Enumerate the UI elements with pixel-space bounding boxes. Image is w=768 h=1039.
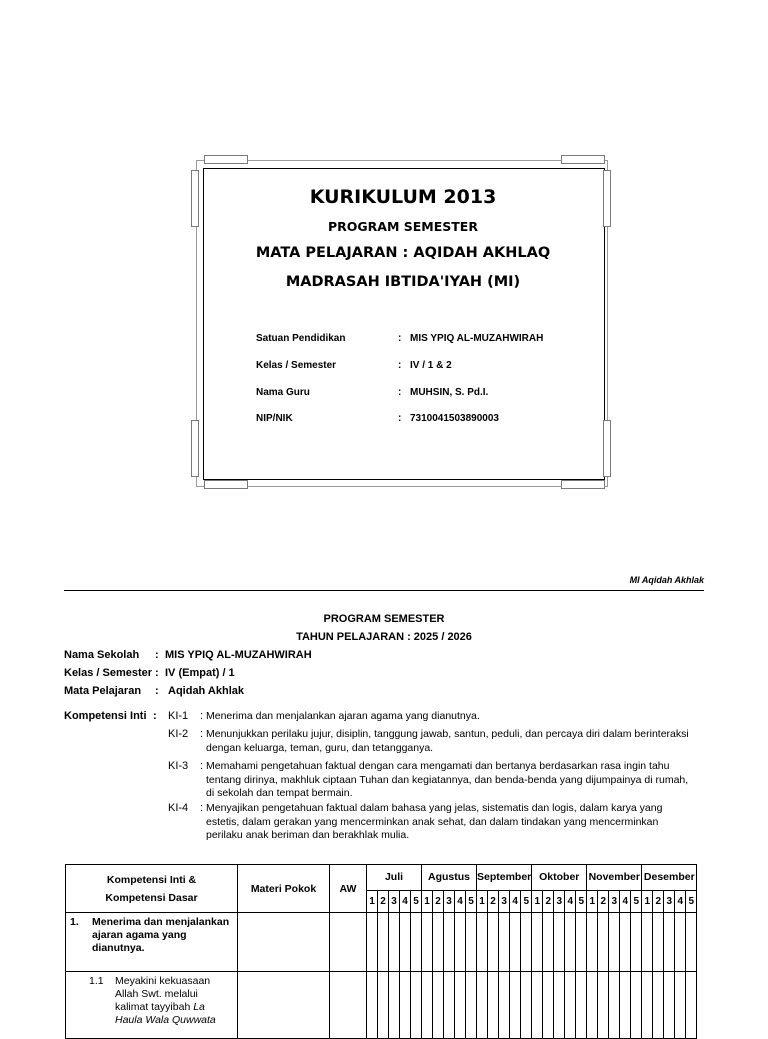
week-number: 3	[554, 890, 565, 912]
schedule-cell	[433, 972, 444, 1039]
schedule-cell	[554, 972, 565, 1039]
schedule-cell	[521, 972, 532, 1039]
week-number: 5	[686, 890, 697, 912]
week-number: 3	[664, 890, 675, 912]
week-number: 2	[598, 890, 609, 912]
cover-field-value: 7310041503890003	[410, 413, 499, 424]
ki-item	[168, 710, 698, 724]
ki-colon: :	[200, 710, 204, 722]
schedule-cell	[411, 972, 422, 1039]
schedule-cell	[367, 972, 378, 1039]
week-number: 1	[532, 890, 543, 912]
schedule-cell	[686, 913, 697, 972]
week-number: 5	[631, 890, 642, 912]
cover-field-label: Nama Guru	[256, 387, 310, 398]
schedule-cell	[466, 972, 477, 1039]
schedule-cell	[598, 972, 609, 1039]
schedule-cell	[510, 972, 521, 1039]
kd-cell	[66, 913, 238, 972]
cover-field-colon: :	[398, 360, 402, 371]
ki-colon: :	[200, 802, 204, 814]
schedule-cell	[598, 913, 609, 972]
ki-item	[168, 802, 698, 842]
cover-field-colon: :	[398, 413, 402, 424]
schedule-cell	[510, 913, 521, 972]
schedule-cell	[400, 913, 411, 972]
ki-heading	[64, 710, 157, 722]
schedule-cell	[422, 913, 433, 972]
schedule-cell	[378, 972, 389, 1039]
schedule-cell	[642, 972, 653, 1039]
schedule-cell	[477, 913, 488, 972]
schedule-cell	[609, 972, 620, 1039]
week-number: 4	[400, 890, 411, 912]
kd-text-plain: Meyakini kekuasaan Allah Swt. melalui kalimat tayyibah	[115, 975, 211, 1013]
schedule-cell	[675, 972, 686, 1039]
cover-field-colon: :	[398, 333, 402, 344]
schedule-cell	[400, 972, 411, 1039]
schedule-cell	[565, 913, 576, 972]
frame-corner-tab	[561, 155, 605, 164]
info-row	[64, 667, 464, 681]
schedule-cell	[587, 972, 598, 1039]
month-header: Agustus	[422, 865, 477, 891]
schedule-cell	[686, 972, 697, 1039]
week-number: 4	[510, 890, 521, 912]
schedule-cell	[455, 913, 466, 972]
cover-field-value: MUHSIN, S. Pd.I.	[410, 387, 489, 398]
info-colon: :	[155, 667, 159, 679]
week-number: 1	[587, 890, 598, 912]
week-number: 4	[565, 890, 576, 912]
schedule-cell	[543, 913, 554, 972]
frame-corner-tab	[204, 155, 248, 164]
schedule-cell	[576, 972, 587, 1039]
ki-code: KI-4	[168, 802, 189, 814]
week-number: 1	[367, 890, 378, 912]
week-number: 2	[378, 890, 389, 912]
kd-number: 1.1	[89, 975, 104, 987]
schedule-cell	[664, 913, 675, 972]
schedule-cell	[477, 972, 488, 1039]
week-number: 2	[653, 890, 664, 912]
schedule-cell	[576, 913, 587, 972]
frame-corner-tab	[191, 420, 199, 477]
ki-heading-label: Kompetensi Inti	[64, 710, 147, 722]
schedule-cell	[532, 913, 543, 972]
schedule-cell	[631, 972, 642, 1039]
week-number: 3	[609, 890, 620, 912]
table-row	[66, 913, 697, 972]
schedule-cell	[620, 972, 631, 1039]
col-aw: AW	[330, 865, 367, 913]
info-value: MIS YPIQ AL-MUZAHWIRAH	[165, 649, 312, 661]
cover-field-label: NIP/NIK	[256, 413, 293, 424]
kd-cell	[66, 972, 238, 1039]
table-row	[66, 972, 697, 1039]
week-number: 5	[466, 890, 477, 912]
month-header: Juli	[367, 865, 422, 891]
info-value: Aqidah Akhlak	[168, 685, 244, 697]
week-number: 5	[576, 890, 587, 912]
aw-cell	[330, 913, 367, 972]
ki-text: Menerima dan menjalankan ajaran agama yang dianutnya.	[206, 710, 480, 722]
schedule-cell	[367, 913, 378, 972]
schedule-cell	[653, 913, 664, 972]
schedule-cell	[609, 913, 620, 972]
frame-corner-tab	[204, 480, 248, 489]
week-number: 5	[521, 890, 532, 912]
schedule-cell	[675, 913, 686, 972]
cover-frame-inner	[203, 168, 605, 480]
schedule-cell	[433, 913, 444, 972]
materi-cell	[238, 913, 330, 972]
program-semester-table	[65, 864, 697, 1039]
week-number: 1	[642, 890, 653, 912]
ki-code: KI-2	[168, 728, 189, 740]
week-number: 3	[499, 890, 510, 912]
schedule-cell	[488, 913, 499, 972]
cover-school-type: MADRASAH IBTIDA'IYAH (MI)	[285, 274, 521, 290]
info-value: IV (Empat) / 1	[165, 667, 235, 679]
schedule-cell	[642, 913, 653, 972]
week-number: 4	[620, 890, 631, 912]
schedule-cell	[411, 913, 422, 972]
cover-field-label: Satuan Pendidikan	[256, 333, 346, 344]
schedule-cell	[620, 913, 631, 972]
kd-text: Menerima dan menjalankan ajaran agama yang dianutnya.	[92, 916, 230, 954]
aw-cell	[330, 972, 367, 1039]
col-ki-kd	[66, 865, 238, 913]
ki-item	[168, 760, 698, 800]
week-number: 5	[411, 890, 422, 912]
info-label: Mata Pelajaran	[64, 685, 142, 697]
running-header: MI Aqidah Akhlak	[629, 575, 704, 585]
cover-field-value: IV / 1 & 2	[410, 360, 452, 371]
info-row	[64, 649, 464, 663]
info-label: Nama Sekolah	[64, 649, 140, 661]
schedule-cell	[455, 972, 466, 1039]
info-colon: :	[155, 649, 159, 661]
month-header: September	[477, 865, 532, 891]
schedule-cell	[389, 913, 400, 972]
month-header: November	[587, 865, 642, 891]
materi-cell	[238, 972, 330, 1039]
schedule-cell	[499, 972, 510, 1039]
schedule-cell	[587, 913, 598, 972]
schedule-cell	[554, 913, 565, 972]
frame-corner-tab	[191, 170, 199, 227]
cover-subject: MATA PELAJARAN : AQIDAH AKHLAQ	[255, 245, 551, 261]
schedule-cell	[631, 913, 642, 972]
week-number: 2	[433, 890, 444, 912]
ki-text: Menyajikan pengetahuan faktual dalam bahasa yang jelas, sistematis dan logis, dalam karya yang estetis, dalam gerakan yang mencerminkan anak sehat, dan dalam tindakan yang mencerminkan perilaku anak beriman dan berakhlak mulia.	[206, 802, 663, 841]
schedule-cell	[488, 972, 499, 1039]
col-ki-kd-line1: Kompetensi Inti &	[106, 873, 197, 886]
cover-field-value: MIS YPIQ AL-MUZAHWIRAH	[410, 333, 544, 344]
header-rule	[64, 590, 704, 591]
schedule-cell	[664, 972, 675, 1039]
info-colon: :	[155, 685, 159, 697]
cover-field-colon: :	[398, 387, 402, 398]
frame-corner-tab	[603, 420, 611, 477]
week-number: 1	[477, 890, 488, 912]
week-number: 2	[488, 890, 499, 912]
schedule-cell	[521, 913, 532, 972]
schedule-cell	[466, 913, 477, 972]
week-number: 1	[422, 890, 433, 912]
cover-field-label: Kelas / Semester	[256, 360, 337, 371]
kd-text-italic: La Haula Wala Quwwata	[115, 1001, 216, 1026]
kd-text	[115, 975, 225, 1027]
month-header: Oktober	[532, 865, 587, 891]
week-number: 3	[389, 890, 400, 912]
ki-colon: :	[200, 728, 204, 740]
cover-title: KURIKULUM 2013	[309, 186, 497, 208]
week-number: 4	[675, 890, 686, 912]
info-label: Kelas / Semester	[64, 667, 153, 679]
schedule-cell	[565, 972, 576, 1039]
schedule-cell	[499, 913, 510, 972]
schedule-cell	[389, 972, 400, 1039]
info-row	[64, 685, 464, 699]
schedule-cell	[444, 972, 455, 1039]
schedule-cell	[422, 972, 433, 1039]
ki-heading-colon: :	[153, 710, 157, 722]
ki-text: Menunjukkan perilaku jujur, disiplin, tanggung jawab, santun, peduli, dan percaya diri dalam berinteraksi dengan keluarga, teman, guru, dan tetangganya.	[206, 728, 689, 754]
schedule-cell	[378, 913, 389, 972]
col-ki-kd-line2: Kompetensi Dasar	[105, 891, 198, 904]
frame-corner-tab	[561, 480, 605, 489]
ki-text: Memahami pengetahuan faktual dengan cara mengamati dan bertanya berdasarkan rasa ingin tahu tentang dirinya, makhluk ciptaan Tuhan dan kegiatannya, dan benda-benda yang dijumpainya di rumah, di sekolah dan tempat bermain.	[206, 760, 689, 799]
doc-heading: PROGRAM SEMESTER	[323, 613, 445, 625]
doc-year: TAHUN PELAJARAN : 2025 / 2026	[296, 631, 472, 643]
schedule-cell	[653, 972, 664, 1039]
ki-code: KI-3	[168, 760, 189, 772]
week-number: 4	[455, 890, 466, 912]
frame-corner-tab	[603, 170, 611, 227]
kd-number: 1.	[70, 916, 79, 928]
ki-item	[168, 728, 698, 756]
ki-colon: :	[200, 760, 204, 772]
col-materi-pokok: Materi Pokok	[238, 865, 330, 913]
schedule-cell	[532, 972, 543, 1039]
schedule-cell	[444, 913, 455, 972]
ki-code: KI-1	[168, 710, 189, 722]
month-header: Desember	[642, 865, 697, 891]
week-number: 2	[543, 890, 554, 912]
week-number: 3	[444, 890, 455, 912]
cover-subtitle: PROGRAM SEMESTER	[328, 219, 478, 234]
schedule-cell	[543, 972, 554, 1039]
